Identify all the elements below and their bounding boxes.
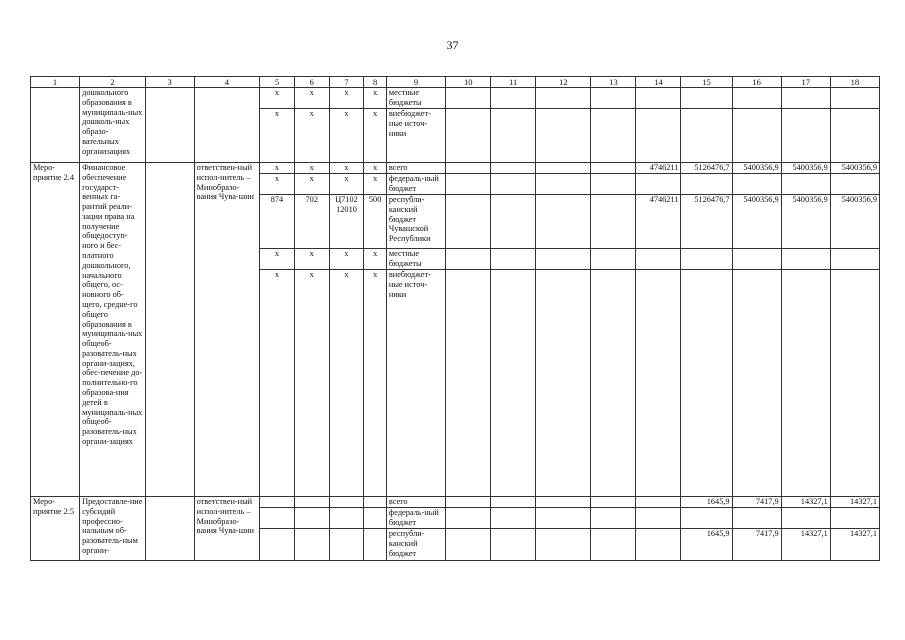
cell-c7: x [329, 249, 364, 270]
cell-c18: 14327,1 [830, 497, 879, 508]
measure-description: Предоставле-ние субсидий профессио-нальным об-разователь-ным органи- [80, 497, 145, 561]
header-cell: 11 [491, 77, 536, 88]
header-cell: 18 [830, 77, 879, 88]
cell-c18: 14327,1 [830, 529, 879, 561]
header-cell: 2 [80, 77, 145, 88]
header-cell: 10 [446, 77, 491, 88]
cell-c17 [781, 249, 830, 270]
cell-c18 [830, 508, 879, 529]
cell-c16 [732, 174, 781, 195]
header-cell: 15 [681, 77, 732, 88]
cell-c16: 5400356,9 [732, 163, 781, 174]
funding-source: внебюджет-ные источ-ники [386, 270, 445, 497]
cell-c7: Ц7102 12010 [329, 195, 364, 249]
funding-source: всего [386, 163, 445, 174]
header-row [31, 77, 880, 88]
cell-c5: x [260, 174, 295, 195]
header-cell: 9 [386, 77, 445, 88]
cell-c14 [636, 270, 681, 497]
cell-c6: x [294, 270, 329, 497]
cell-c5: x [260, 163, 295, 174]
cell-c6: x [294, 163, 329, 174]
header-cell: 17 [781, 77, 830, 88]
cell-c7: x [329, 88, 364, 109]
funding-source: местные бюджеты [386, 249, 445, 270]
cell-c16: 5400356,9 [732, 195, 781, 249]
funding-source: республи-канский бюджет [386, 529, 445, 561]
responsible-executor: ответствен-ный испол-нитель – Минобразо-вания Чува-шии [194, 497, 259, 561]
cell-c15: 5126476,7 [681, 195, 732, 249]
funding-source: местные бюджеты [386, 88, 445, 109]
cell-c5: x [260, 109, 295, 163]
cell-c15 [681, 249, 732, 270]
cell-c8: x [364, 88, 387, 109]
cell-c18: 5400356,9 [830, 163, 879, 174]
cell-c5: x [260, 270, 295, 497]
cell-c5: x [260, 88, 295, 109]
cell-c8: x [364, 174, 387, 195]
table-row [31, 88, 880, 109]
cell-c6: x [294, 174, 329, 195]
cell-c18 [830, 270, 879, 497]
header-cell: 1 [31, 77, 80, 88]
funding-source: федераль-ный бюджет [386, 508, 445, 529]
cell-c17: 5400356,9 [781, 163, 830, 174]
cell-c8: x [364, 109, 387, 163]
cell-c8: 500 [364, 195, 387, 249]
cell-c15 [681, 270, 732, 497]
funding-source: внебюджет-ные источ-ники [386, 109, 445, 163]
cell-c17 [781, 508, 830, 529]
cell-c6: x [294, 109, 329, 163]
header-cell: 16 [732, 77, 781, 88]
table-row [31, 163, 880, 174]
cell-c17: 14327,1 [781, 529, 830, 561]
header-cell: 8 [364, 77, 387, 88]
responsible-executor: ответствен-ный испол-нитель – Минобразо-вания Чува-шии [194, 163, 259, 497]
header-cell: 3 [145, 77, 194, 88]
funding-source: всего [386, 497, 445, 508]
header-cell: 13 [591, 77, 636, 88]
cell-c14: 4746211 [636, 163, 681, 174]
cell-c16: 7417,9 [732, 529, 781, 561]
measure-id: Меро-приятие 2.5 [31, 497, 80, 561]
cell-c14: 4746211 [636, 195, 681, 249]
cell-c6: x [294, 249, 329, 270]
cell-c17: 14327,1 [781, 497, 830, 508]
cell-c16: 7417,9 [732, 497, 781, 508]
cell-c6: 702 [294, 195, 329, 249]
measure-description: дошкольного образования в муниципаль-ных дошколь-ных образо-вательных организациях [80, 88, 145, 163]
cell-c14 [636, 174, 681, 195]
cell-c16 [732, 270, 781, 497]
cell-c15 [681, 174, 732, 195]
cell-c18 [830, 249, 879, 270]
cell-c6: x [294, 88, 329, 109]
cell-c15: 1645,9 [681, 529, 732, 561]
cell-c17: 5400356,9 [781, 195, 830, 249]
header-cell: 6 [294, 77, 329, 88]
cell-c16 [732, 508, 781, 529]
funding-source: республи-канский бюджет Чувашской Республики [386, 195, 445, 249]
cell-c7: x [329, 109, 364, 163]
page-number: 37 [446, 38, 459, 52]
cell-c8: x [364, 163, 387, 174]
cell-c16 [732, 249, 781, 270]
header-cell: 4 [194, 77, 259, 88]
measure-description: Финансовое обеспечение государст-венных га-рантий реали-зации права на получение общедоступ-ного и бес-платного дошкольного, начального общего, ос-новного об-щего, средне-го общего образования в муниципаль-ных общеоб-разователь-ных органи-зациях, обес-печение до-полнительно-го образова-ния детей в муниципаль-ных общеоб-разователь-ных органи-зациях [80, 163, 145, 497]
cell-c7: x [329, 270, 364, 497]
cell-c17 [781, 174, 830, 195]
cell-c8: x [364, 249, 387, 270]
table-row [31, 497, 880, 508]
cell-c7: x [329, 163, 364, 174]
header-cell: 5 [260, 77, 295, 88]
funding-source: федераль-ный бюджет [386, 174, 445, 195]
cell-c15 [681, 508, 732, 529]
header-cell: 7 [329, 77, 364, 88]
measure-id: Меро-приятие 2.4 [31, 163, 80, 497]
cell-c7: x [329, 174, 364, 195]
cell-c17 [781, 270, 830, 497]
cell-c8: x [364, 270, 387, 497]
cell-c14 [636, 249, 681, 270]
cell-c18: 5400356,9 [830, 195, 879, 249]
cell-c18 [830, 174, 879, 195]
budget-table [30, 76, 880, 561]
cell-c15: 5126476,7 [681, 163, 732, 174]
header-cell: 12 [536, 77, 591, 88]
cell-c5: x [260, 249, 295, 270]
cell-c15: 1645,9 [681, 497, 732, 508]
header-cell: 14 [636, 77, 681, 88]
cell-c5: 874 [260, 195, 295, 249]
